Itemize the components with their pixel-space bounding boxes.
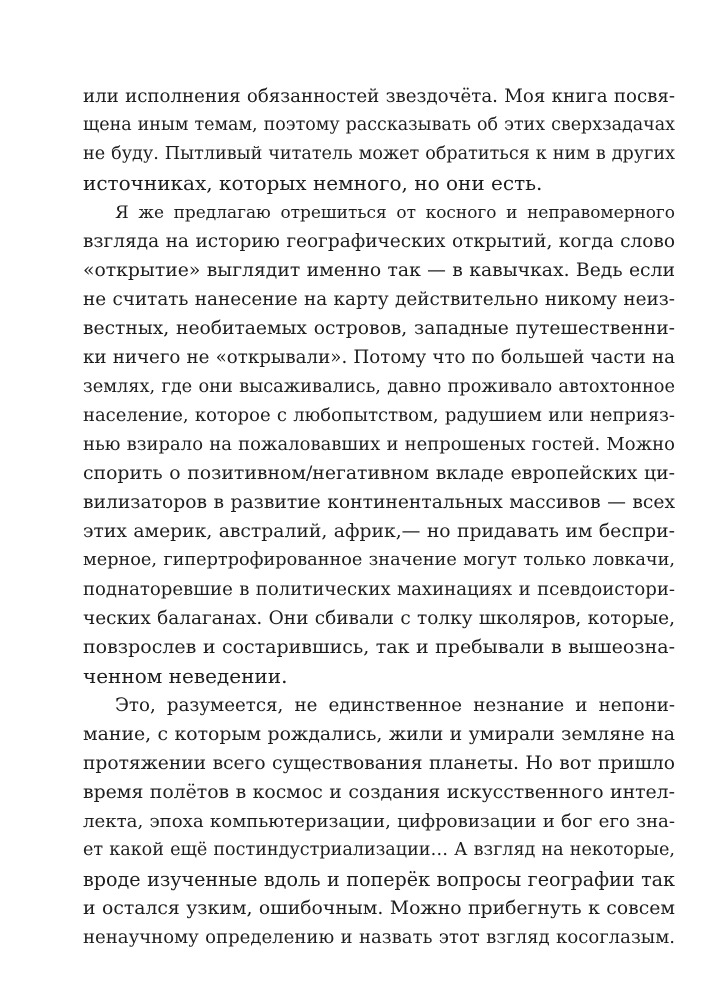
text-line: протяжении всего существования планеты. Но вот пришло: [83, 753, 675, 774]
text-line: мание, с которым рождались, жили и умирали земляне на: [83, 724, 675, 745]
text-line: не буду. Пытливый читатель может обратиться к ним в других: [83, 144, 675, 164]
paragraph: [83, 691, 675, 952]
text-line: ет какой ещё постиндустриализации… А взгляд на некоторые,: [83, 840, 675, 860]
paragraph: [83, 198, 675, 691]
text-line: ненаучному определению и назвать этот взгляд косоглазым.: [83, 927, 675, 948]
text-line: источниках, которых немного, но они есть.: [83, 171, 543, 195]
text-line: не считать нанесение на карту действительно никому неиз-: [83, 289, 675, 310]
text-line: Это, разумеется, не единственное незнание и непони-: [115, 695, 675, 716]
text-line: щена иным темам, поэтому рассказывать об этих сверхзадачах: [83, 115, 675, 135]
text-line: взгляда на историю географических открытий, когда слово: [83, 231, 675, 252]
text-line: нью взирало на пожаловавших и непрошеных гостей. Можно: [83, 434, 675, 455]
text-line: вроде изученные вдоль и поперёк вопросы географии так: [83, 868, 675, 891]
text-line: ченном неведении.: [83, 664, 288, 688]
text-line: Я же предлагаю отрешиться от косного и неправомерного: [115, 202, 675, 222]
text-line: ки ничего не «открывали». Потому что по большей части на: [83, 347, 675, 368]
text-line: мерное, гипертрофированное значение могут только ловкачи,: [83, 550, 675, 570]
text-line: этих америк, австралий, африк,— но придавать им беспри-: [83, 521, 675, 542]
text-line: население, которое с любопытством, радушием или неприяз-: [83, 405, 675, 426]
text-line: время полётов в космос и создания искусственного интел-: [83, 782, 675, 803]
text-line: вестных, необитаемых островов, западные путешественни-: [83, 318, 675, 339]
text-line: поднаторевшие в политических махинациях и псевдоистори-: [83, 579, 675, 600]
text-line: вилизаторов в развитие континентальных массивов — всех: [83, 492, 675, 513]
text-line: и остался узким, ошибочным. Можно прибегнуть к совсем: [83, 898, 675, 919]
text-line: спорить о позитивном/негативном вкладе европейских ци-: [83, 463, 675, 484]
text-line: или исполнения обязанностей звездочёта. Моя книга посвя-: [83, 86, 675, 107]
text-line: повзрослев и состарившись, так и пребывали в вышеозна-: [83, 636, 675, 658]
text-line: ческих балаганах. Они сбивали с толку школяров, которые,: [83, 608, 675, 629]
text-line: лекта, эпоха компьютеризации, цифровизации и бог его зна-: [83, 811, 675, 832]
text-line: «открытие» выглядит именно так — в кавычках. Ведь если: [83, 260, 675, 281]
paragraph: [83, 82, 675, 198]
text-line: землях, где они высаживались, давно проживало автохтонное: [83, 376, 675, 397]
book-page-text: [83, 82, 675, 952]
